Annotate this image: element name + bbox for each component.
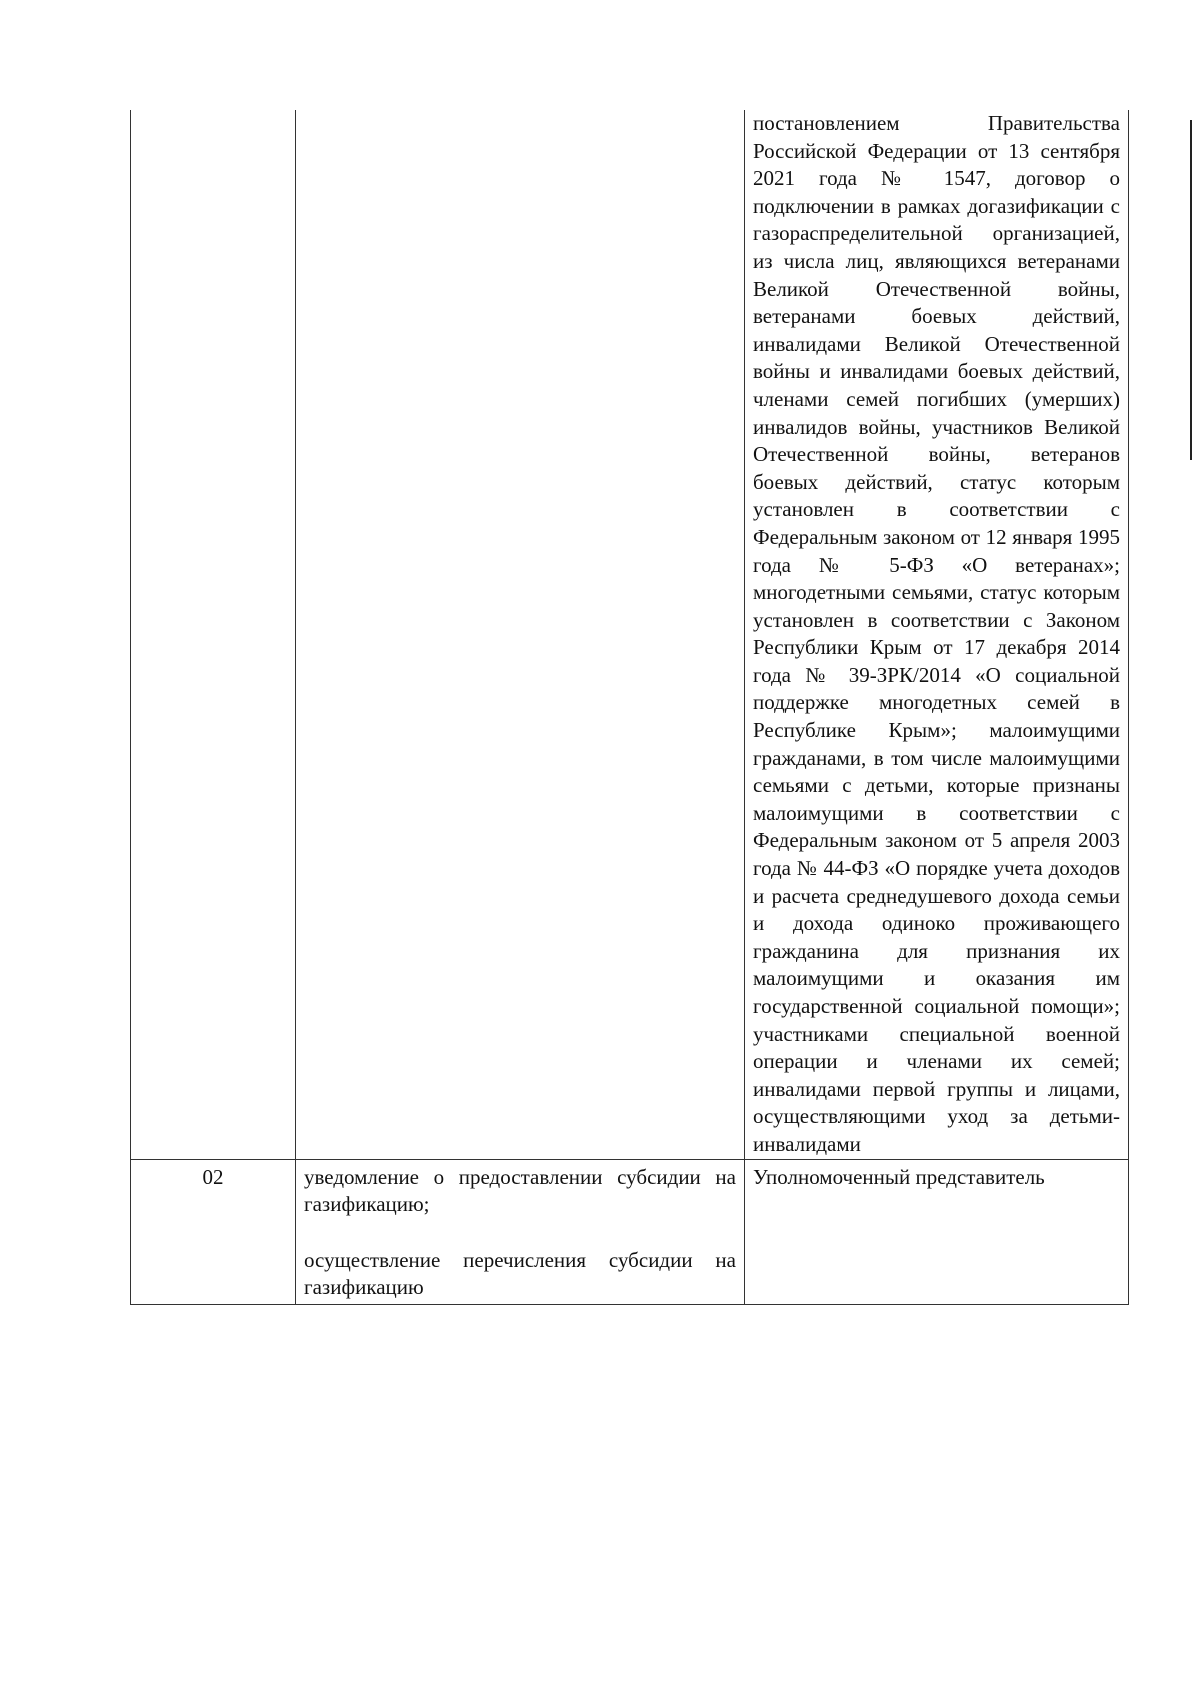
table-row-02 [131, 1159, 1129, 1304]
cell-conditions-text: постановлением Правительства Российской Федерации от 13 сентября 2021 года № 1547, договор о подключении в рамках догазификации с газораспределительной организацией, из числа лиц, являющихся ветеранами Великой Отечественной войны, ветеранами боевых действий, инвалидами Великой Отечественной войны и инвалидами боевых действий, членами семей погибших (умерших) инвалидов войны, участников Великой Отечественной войны, ветеранов боевых действий, статус которым установлен в соответствии с Федеральным законом от 12 января 1995 года № 5-ФЗ «О ветеранах»; многодетными семьями, статус которым установлен в соответствии с Законом Республики Крым от 17 декабря 2014 года № 39-ЗРК/2014 «О социальной поддержке многодетных семей в Республике Крым»; малоимущими гражданами, в том числе малоимущими семьями с детьми, которые признаны малоимущими в соответствии с Федеральным законом от 5 апреля 2003 года № 44-ФЗ «О порядке учета доходов и расчета среднедушевого дохода семьи и дохода одиноко проживающего гражданина для признания их малоимущими и оказания им государственной социальной помощи»; участниками специальной военной операции и членами их семей; инвалидами первой группы и лицами, осуществляющими уход за детьми-инвалидами [745, 110, 1129, 1159]
cell-row-actions [296, 1159, 745, 1304]
action-transfer: осуществление перечисления субсидии на газификацию [304, 1247, 736, 1300]
document-table [130, 110, 1129, 1305]
action-notification: уведомление о предоставлении субсидии на газификацию; [304, 1164, 736, 1217]
paragraph-gap [304, 1219, 736, 1247]
cell-code [131, 110, 296, 1159]
cell-row-code: 02 [131, 1159, 296, 1304]
table-row-continued [131, 110, 1129, 1159]
scan-edge-line [1190, 120, 1192, 460]
cell-responsible: Уполномоченный представитель [745, 1159, 1129, 1304]
cell-action [296, 110, 745, 1159]
